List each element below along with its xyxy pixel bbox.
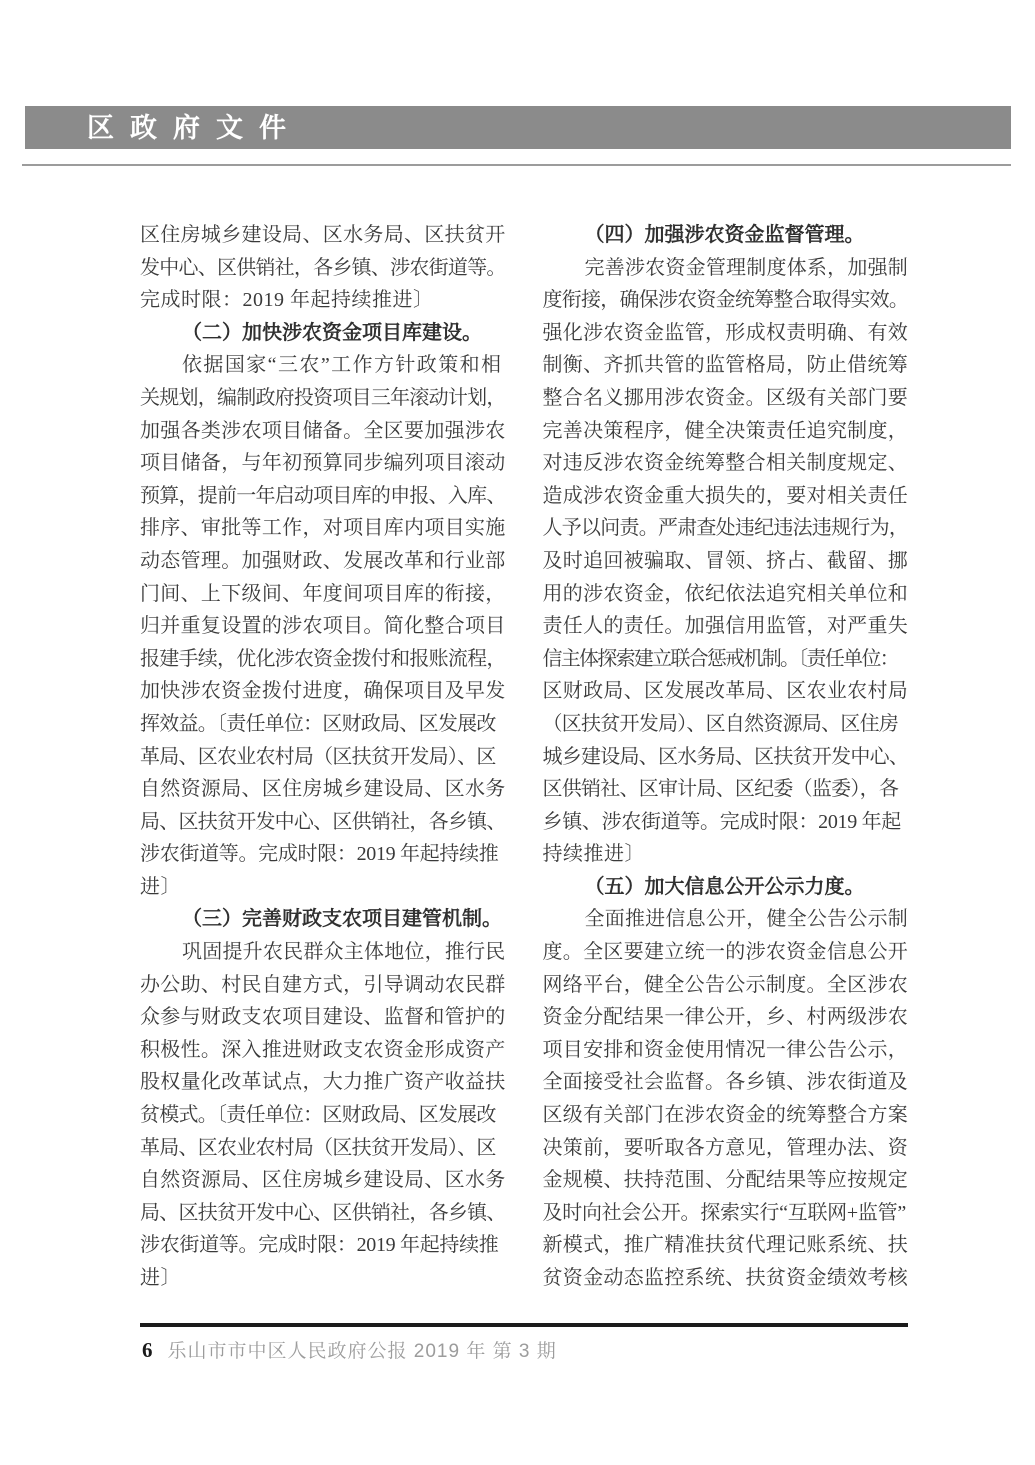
text-line: 对违反涉农资金统筹整合相关制度规定、 <box>542 452 909 475</box>
text-line: 涉农街道等。完成时限：2019 年起持续推 <box>140 1234 499 1257</box>
text-line: 乡镇、涉农街道等。完成时限：2019 年起 <box>542 810 901 833</box>
text-line: 度。全区要建立统一的涉农资金信息公开 <box>542 941 909 964</box>
text-line: 积极性。深入推进财政支农资金形成资产 <box>140 1038 506 1061</box>
text-line: 涉农街道等。完成时限：2019 年起持续推 <box>140 843 499 866</box>
text-line: 预算，提前一年启动项目库的申报、入库、 <box>140 484 506 507</box>
text-line: 归并重复设置的涉农项目。简化整合项目 <box>140 615 506 638</box>
text-line: 局、区扶贫开发中心、区供销社，各乡镇、 <box>140 1201 506 1224</box>
section-header-title: 区政府文件 <box>87 113 302 143</box>
text-line: 动态管理。加强财政、发展改革和行业部 <box>140 549 506 572</box>
text-line: （区扶贫开发局）、区自然资源局、区住房 <box>542 712 899 735</box>
text-line: 用的涉农资金，依纪依法追究相关单位和 <box>542 582 909 605</box>
text-line: 挥效益。〔责任单位：区财政局、区发展改 <box>140 712 496 735</box>
text-line: 强化涉农资金监管，形成权责明确、有效 <box>542 321 909 344</box>
text-line: 加强各类涉农项目储备。全区要加强涉农 <box>140 419 506 442</box>
heading-line: （二）加快涉农资金项目库建设。 <box>182 321 482 344</box>
text-line: 全面接受社会监督。各乡镇、涉农街道及 <box>542 1071 909 1094</box>
heading-line: （四）加强涉农资金监督管理。 <box>584 224 865 246</box>
text-line: 自然资源局、区住房城乡建设局、区水务 <box>140 778 506 801</box>
text-line: 发中心、区供销社，各乡镇、涉农街道等。 <box>140 256 506 279</box>
text-line: 全面推进信息公开，健全公告公示制 <box>584 908 909 931</box>
text-line: 信主体探索建立联合惩戒机制。〔责任单位： <box>542 647 898 670</box>
text-line: 依据国家“三农”工作方针政策和相 <box>182 354 503 377</box>
text-line: 完善决策程序，健全决策责任追究制度， <box>542 419 909 442</box>
text-line: 度衔接，确保涉农资金统筹整合取得实效。 <box>542 289 909 312</box>
text-line: 关规划，编制政府投资项目三年滚动计划， <box>140 386 506 409</box>
text-line: 进〕 <box>140 875 181 898</box>
page-number: 6 <box>142 1338 153 1362</box>
heading-line: （五）加大信息公开公示力度。 <box>584 875 865 898</box>
text-line: 金规模、扶持范围、分配结果等应按规定 <box>542 1169 909 1192</box>
left-text-column <box>140 219 506 1295</box>
text-line: 区财政局、区发展改革局、区农业农村局 <box>542 680 909 703</box>
text-line: 排序、审批等工作，对项目库内项目实施 <box>140 517 506 540</box>
text-line: 完成时限：2019 年起持续推进〕 <box>140 289 434 312</box>
text-line: 革局、区农业农村局（区扶贫开发局）、区 <box>140 745 496 768</box>
text-line: 巩固提升农民群众主体地位，推行民 <box>182 941 506 964</box>
text-line: 城乡建设局、区水务局、区扶贫开发中心、 <box>542 745 909 768</box>
text-line: 办公助、村民自建方式，引导调动农民群 <box>140 973 506 996</box>
text-line: 众参与财政支农项目建设、监督和管护的 <box>140 1006 506 1029</box>
text-line: 人予以问责。严肃查处违纪违法违规行为， <box>542 517 909 540</box>
document-body <box>140 219 908 1295</box>
right-text-column <box>543 219 909 1295</box>
text-line: 股权量化改革试点，大力推广资产收益扶 <box>140 1071 506 1094</box>
text-line: 项目安排和资金使用情况一律公告公示， <box>542 1038 909 1061</box>
text-line: 网络平台，健全公告公示制度。全区涉农 <box>542 973 909 996</box>
text-line: 资金分配结果一律公开，乡、村两级涉农 <box>542 1006 909 1029</box>
footer <box>142 1337 557 1363</box>
text-line: 加快涉农资金拨付进度，确保项目及早发 <box>140 680 506 703</box>
text-line: 自然资源局、区住房城乡建设局、区水务 <box>140 1169 506 1192</box>
text-line: 新模式，推广精准扶贫代理记账系统、扶 <box>542 1234 909 1257</box>
text-line: 及时向社会公开。探索实行“互联网+监管” <box>542 1201 906 1224</box>
text-line: 制衡、齐抓共管的监管格局，防止借统筹 <box>542 354 909 377</box>
text-line: 及时追回被骗取、冒领、挤占、截留、挪 <box>542 549 909 572</box>
text-line: 持续推进〕 <box>542 843 645 866</box>
text-line: 贫资金动态监控系统、扶贫资金绩效考核 <box>542 1267 909 1289</box>
text-line: 造成涉农资金重大损失的，要对相关责任 <box>542 484 909 507</box>
text-line: 区供销社、区审计局、区纪委（监委），各 <box>542 778 899 801</box>
text-line: 报建手续，优化涉农资金拨付和报账流程， <box>140 647 506 670</box>
header-divider-rule <box>22 164 1011 166</box>
text-line: 区住房城乡建设局、区水务局、区扶贫开 <box>140 224 506 246</box>
text-line: 项目储备，与年初预算同步编列项目滚动 <box>140 452 506 475</box>
journal-title: 乐山市市中区人民政府公报 2019 年 第 3 期 <box>167 1341 557 1362</box>
text-line: 进〕 <box>140 1267 181 1289</box>
text-line: 区级有关部门在涉农资金的统筹整合方案 <box>542 1104 909 1127</box>
footer-divider-rule <box>140 1323 908 1327</box>
text-line: 门间、上下级间、年度间项目库的衔接， <box>140 582 506 605</box>
text-line: 决策前，要听取各方意见，管理办法、资 <box>542 1136 909 1159</box>
section-header-banner <box>25 106 1011 149</box>
text-line: 责任人的责任。加强信用监管，对严重失 <box>542 615 909 638</box>
text-line: 完善涉农资金管理制度体系，加强制 <box>584 256 909 279</box>
text-line: 整合名义挪用涉农资金。区级有关部门要 <box>542 386 909 409</box>
text-line: 贫模式。〔责任单位：区财政局、区发展改 <box>140 1104 496 1127</box>
heading-line: （三）完善财政支农项目建管机制。 <box>182 908 502 931</box>
text-line: 革局、区农业农村局（区扶贫开发局）、区 <box>140 1136 496 1159</box>
text-line: 局、区扶贫开发中心、区供销社，各乡镇、 <box>140 810 506 833</box>
